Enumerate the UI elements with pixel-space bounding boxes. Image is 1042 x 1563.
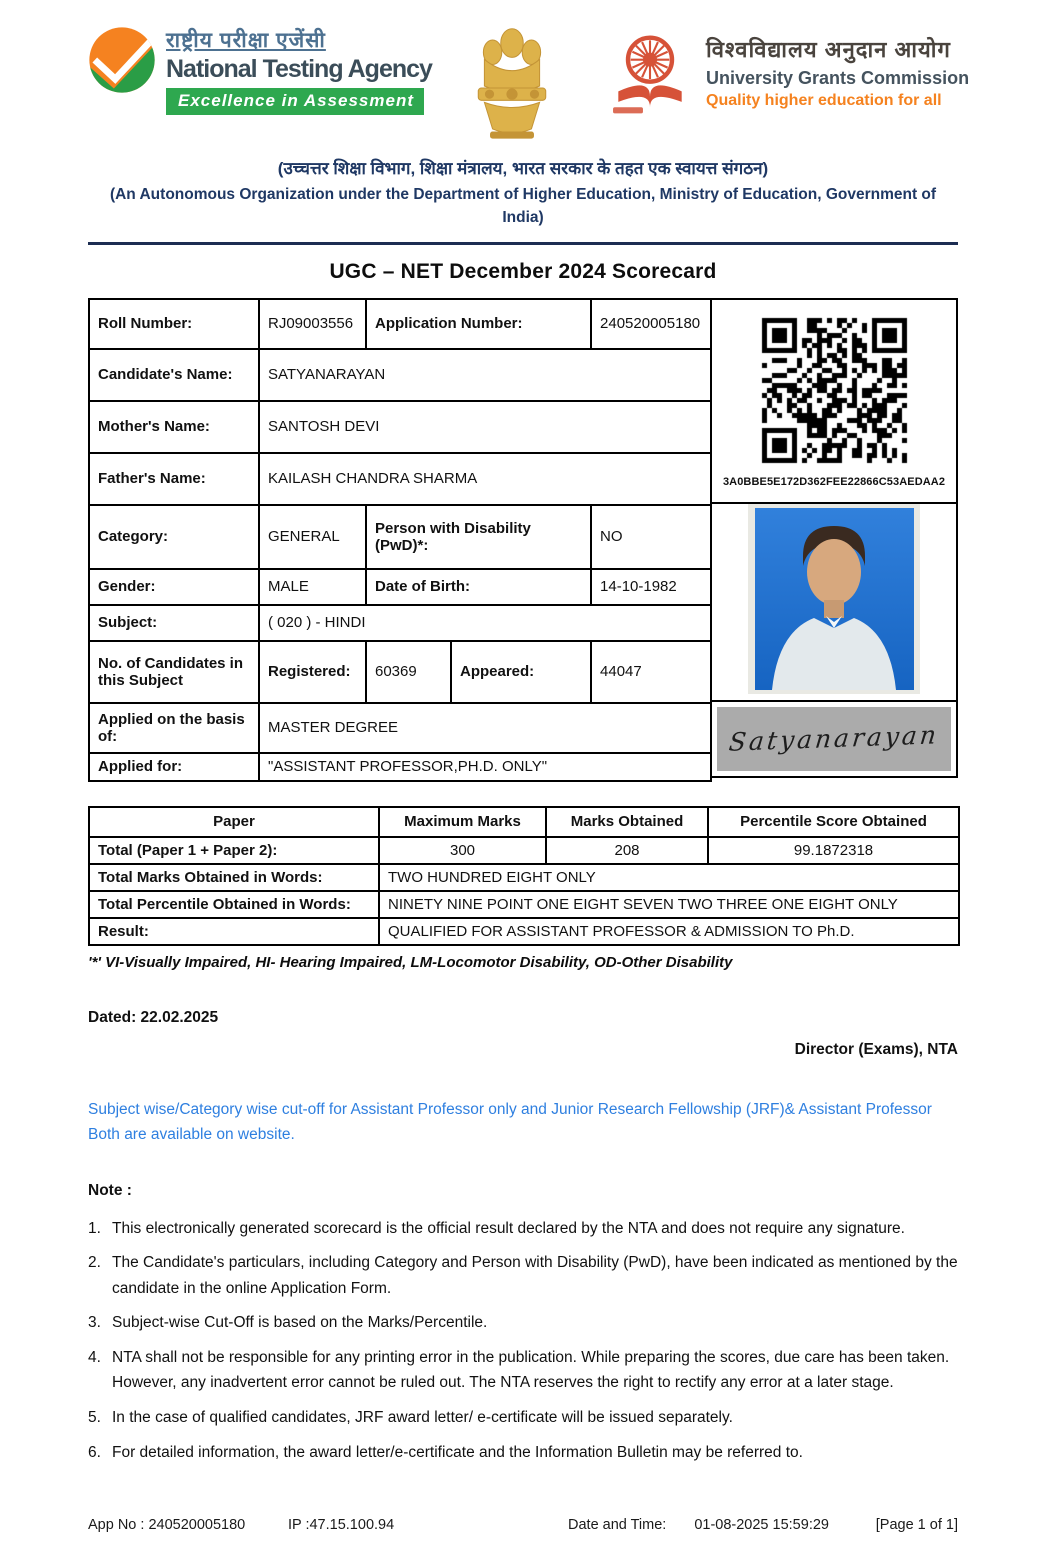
india-emblem-icon	[457, 26, 567, 146]
nta-name-english: National Testing Agency	[166, 55, 432, 83]
signature-cell	[710, 700, 958, 778]
ugc-logo-icon	[606, 26, 694, 123]
candidate-photo	[748, 504, 920, 699]
marks-words-row	[89, 864, 959, 891]
note-number: 6.	[88, 1443, 101, 1461]
dated-line: Dated: 22.02.2025	[88, 1008, 219, 1026]
list-item	[88, 1216, 958, 1242]
footer-ip: IP :47.15.100.94	[288, 1517, 395, 1534]
appeared-label: Appeared:	[451, 641, 591, 703]
pwd-value: NO	[591, 505, 711, 569]
footer-app-no: App No : 240520005180	[88, 1517, 246, 1534]
table-row	[89, 505, 711, 569]
nta-name-hindi: राष्ट्रीय परीक्षा एजेंसी	[166, 29, 326, 52]
ugc-text-block	[706, 34, 969, 110]
result-row	[89, 918, 959, 945]
director-signatory: Director (Exams), NTA	[794, 1040, 958, 1058]
marks-in-words-value: TWO HUNDRED EIGHT ONLY	[379, 864, 959, 891]
qr-hash-text: 3A0BBE5E172D362FEE22866C53AEDAA2	[722, 475, 946, 488]
note-number: 5.	[88, 1409, 101, 1426]
candidate-details-section	[88, 298, 958, 782]
header	[88, 26, 970, 146]
table-row	[89, 453, 711, 505]
list-item	[88, 1345, 958, 1396]
percentile-in-words-value: NINETY NINE POINT ONE EIGHT SEVEN TWO THREE ONE EIGHT ONLY	[379, 891, 959, 918]
total-percentile: 99.1872318	[708, 837, 959, 864]
pwd-footnote: '*' VI-Visually Impaired, HI- Hearing Impaired, LM-Locomotor Disability, OD-Other Disability	[88, 953, 733, 971]
ugc-tagline: Quality higher education for all	[706, 92, 942, 109]
org-line-english: (An Autonomous Organization under the Department of Higher Education, Ministry of Education, Government of India)	[109, 186, 937, 227]
dob-value: 14-10-1982	[591, 569, 711, 605]
gender-value: MALE	[259, 569, 366, 605]
dob-label: Date of Birth:	[366, 569, 591, 605]
gender-label: Gender:	[89, 569, 259, 605]
note-heading: Note :	[88, 1181, 132, 1199]
marks-in-words-label: Total Marks Obtained in Words:	[89, 864, 379, 891]
total-label: Total (Paper 1 + Paper 2):	[89, 837, 379, 864]
note-text: Subject-wise Cut-Off is based on the Marks/Percentile.	[112, 1314, 488, 1332]
note-number: 3.	[88, 1314, 101, 1332]
identity-column	[710, 298, 958, 778]
nta-logo-block	[88, 26, 432, 115]
note-number: 1.	[88, 1219, 101, 1237]
note-number: 2.	[88, 1254, 101, 1272]
pwd-label: Person with Disability (PwD)*:	[366, 505, 591, 569]
page-footer	[88, 1517, 958, 1533]
note-text: In the case of qualified candidates, JRF award letter/ e-certificate will be issued separately.	[112, 1409, 733, 1426]
appeared-value: 44047	[591, 641, 711, 703]
registered-label: Registered:	[259, 641, 366, 703]
col-paper: Paper	[89, 807, 379, 837]
applied-for-label: Applied for:	[89, 753, 259, 781]
roll-number-label: Roll Number:	[89, 299, 259, 349]
application-number-value: 240520005180	[591, 299, 711, 349]
note-text: This electronically generated scorecard is the official result declared by the NTA and does not require any signature.	[112, 1219, 905, 1237]
ugc-name-hindi: विश्वविद्यालय अनुदान आयोग	[706, 37, 951, 62]
mother-name-label: Mother's Name:	[89, 401, 259, 453]
header-divider	[88, 242, 958, 245]
footer-datetime-label: Date and Time:	[568, 1517, 667, 1534]
category-value: GENERAL	[259, 505, 366, 569]
qr-code	[754, 310, 914, 470]
father-name-value: KAILASH CHANDRA SHARMA	[259, 453, 711, 505]
marks-header-row	[89, 807, 959, 837]
photo-cell	[710, 504, 958, 702]
notes-list	[88, 1216, 958, 1466]
candidate-name-label: Candidate's Name:	[89, 349, 259, 401]
marks-table	[88, 806, 960, 946]
signature-box	[717, 707, 951, 771]
list-item	[88, 1440, 958, 1466]
list-item	[88, 1405, 958, 1431]
marks-total-row	[89, 837, 959, 864]
roll-number-value: RJ09003556	[259, 299, 366, 349]
col-marks-obtained: Marks Obtained	[546, 807, 708, 837]
result-label: Result:	[89, 918, 379, 945]
list-item	[88, 1250, 958, 1301]
nta-logo-icon	[88, 26, 156, 99]
note-text: The Candidate's particulars, including Category and Person with Disability (PwD), have been indicated as mentioned by the candidate in the online Application Form.	[112, 1254, 958, 1297]
table-row	[89, 299, 711, 349]
candidate-signature: Satyanarayan	[727, 720, 941, 757]
result-value: QUALIFIED FOR ASSISTANT PROFESSOR & ADMISSION TO Ph.D.	[379, 918, 959, 945]
table-row	[89, 349, 711, 401]
qr-cell	[710, 298, 958, 504]
percentile-in-words-label: Total Percentile Obtained in Words:	[89, 891, 379, 918]
col-percentile: Percentile Score Obtained	[708, 807, 959, 837]
note-text: NTA shall not be responsible for any printing error in the publication. While preparing the scores, due care has been taken. However, any inadvertent error cannot be ruled out. The NTA reserves the right to rectify any error at a later stage.	[112, 1348, 950, 1392]
father-name-label: Father's Name:	[89, 453, 259, 505]
org-line-hindi: (उच्चत्तर शिक्षा विभाग, शिक्षा मंत्रालय, भारत सरकार के तहत एक स्वायत्त संगठन)	[277, 159, 769, 178]
candidates-count-label: No. of Candidates in this Subject	[89, 641, 259, 703]
table-row	[89, 569, 711, 605]
mother-name-value: SANTOSH DEVI	[259, 401, 711, 453]
nta-text-block	[166, 26, 432, 115]
table-row	[89, 401, 711, 453]
category-label: Category:	[89, 505, 259, 569]
cutoff-availability-note: Subject wise/Category wise cut-off for Assistant Professor only and Junior Research Fellowship (JRF)& Assistant Professor Both are available on website.	[88, 1100, 932, 1144]
candidate-details-table	[88, 298, 712, 782]
subject-value: ( 020 ) - HINDI	[259, 605, 711, 641]
application-number-label: Application Number:	[366, 299, 591, 349]
candidate-name-value: SATYANARAYAN	[259, 349, 711, 401]
footer-page-number: [Page 1 of 1]	[875, 1517, 958, 1534]
table-row	[89, 703, 711, 753]
applied-for-value: "ASSISTANT PROFESSOR,PH.D. ONLY"	[259, 753, 711, 781]
table-row	[89, 753, 711, 781]
applied-basis-value: MASTER DEGREE	[259, 703, 711, 753]
ugc-name-english: University Grants Commission	[706, 68, 970, 88]
page-title: UGC – NET December 2024 Scorecard	[329, 259, 717, 283]
col-maximum-marks: Maximum Marks	[379, 807, 546, 837]
table-row	[89, 605, 711, 641]
total-marks-obtained: 208	[546, 837, 708, 864]
total-maximum-marks: 300	[379, 837, 546, 864]
list-item	[88, 1310, 958, 1336]
nta-tagline-banner: Excellence in Assessment	[166, 88, 424, 115]
subject-label: Subject:	[89, 605, 259, 641]
ugc-logo-block	[606, 26, 970, 123]
table-row	[89, 641, 711, 703]
percentile-words-row	[89, 891, 959, 918]
registered-value: 60369	[366, 641, 451, 703]
note-number: 4.	[88, 1348, 101, 1366]
applied-basis-label: Applied on the basis of:	[89, 703, 259, 753]
note-text: For detailed information, the award letter/e-certificate and the Information Bulletin may be referred to.	[112, 1443, 803, 1461]
footer-datetime-value: 01-08-2025 15:59:29	[694, 1517, 829, 1534]
